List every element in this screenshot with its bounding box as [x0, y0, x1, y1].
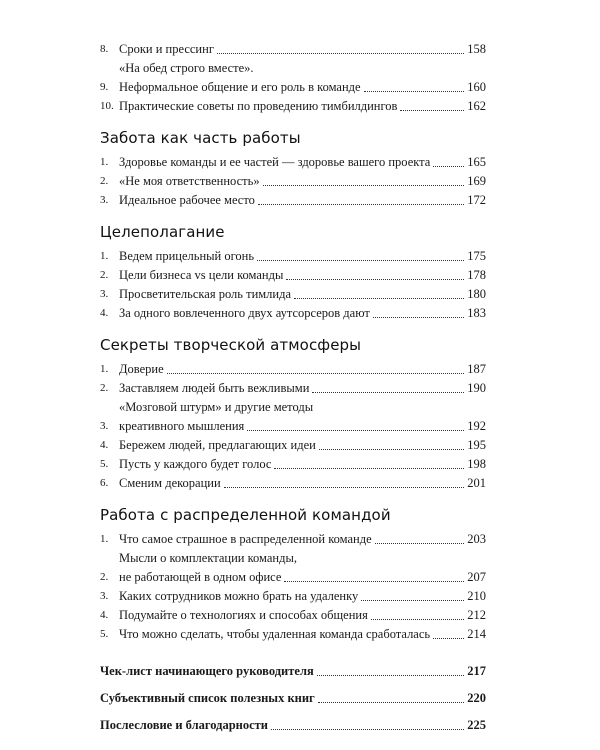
toc-entry: [100, 474, 486, 493]
page-number: 187: [467, 362, 486, 376]
entry-number: 6.: [100, 477, 109, 489]
dot-leader: [317, 675, 465, 676]
entry-number: 2.: [100, 175, 109, 187]
entry-number: 1.: [100, 156, 109, 168]
entry-title: Неформальное общение и его роль в команде: [119, 80, 361, 94]
toc-entry: [100, 716, 486, 735]
toc-entry: [100, 689, 486, 708]
dot-leader: [274, 468, 464, 469]
dot-leader: [224, 487, 465, 488]
page-number: 169: [467, 174, 486, 188]
dot-leader: [371, 619, 464, 620]
page-number: 162: [467, 99, 486, 113]
entry-number: 4.: [100, 609, 109, 621]
entry-title: Пусть у каждого будет голос: [119, 457, 272, 471]
entry-title: Заставляем людей быть вежливыми: [119, 381, 310, 395]
entry-number: 8.: [100, 43, 109, 55]
section-title: Целеполагание: [100, 223, 225, 241]
entry-title: Идеальное рабочее место: [119, 193, 255, 207]
toc-entry: [100, 59, 486, 97]
entry-title: «Мозговой штурм» и другие методы: [119, 400, 314, 414]
entry-number: 3.: [100, 288, 109, 300]
entry-number: 4.: [100, 439, 109, 451]
page-number: 160: [467, 80, 486, 94]
toc-section: [100, 506, 486, 644]
dot-leader: [433, 638, 464, 639]
page-number: 201: [467, 476, 486, 490]
toc-entry: [100, 191, 486, 210]
entry-number: 3.: [100, 590, 109, 602]
page-number: 220: [467, 691, 486, 705]
toc-entry: [100, 40, 486, 59]
page-number: 195: [467, 438, 486, 452]
page-number: 180: [467, 287, 486, 301]
entry-number: 1.: [100, 533, 109, 545]
entry-title: «На обед строго вместе».: [119, 61, 254, 75]
page-number: 210: [467, 589, 486, 603]
dot-leader: [263, 185, 465, 186]
dot-leader: [294, 298, 464, 299]
dot-leader: [318, 702, 465, 703]
dot-leader: [361, 600, 464, 601]
toc-section: [100, 40, 486, 116]
toc-section: [100, 129, 486, 210]
toc-entry: [100, 360, 486, 379]
toc-entry: [100, 379, 486, 398]
toc-entry: [100, 662, 486, 681]
entry-title: Ведем прицельный огонь: [119, 249, 255, 263]
entry-title: Доверие: [119, 362, 164, 376]
page-number: 203: [467, 532, 486, 546]
entry-number: 4.: [100, 307, 109, 319]
entry-title: Послесловие и благодарности: [100, 718, 269, 732]
toc-entry: [100, 398, 486, 436]
page-number: 178: [467, 268, 486, 282]
entry-number: 9.: [100, 81, 109, 93]
dot-leader: [319, 449, 464, 450]
toc-entry: [100, 153, 486, 172]
page-number: 158: [467, 42, 486, 56]
entry-title: Сменим декорации: [119, 476, 221, 490]
dot-leader: [373, 317, 464, 318]
page-number: 212: [467, 608, 486, 622]
entry-title: Подумайте о технологиях и способах общения: [119, 608, 368, 622]
entry-number: 5.: [100, 628, 109, 640]
toc-section: [100, 336, 486, 493]
entry-number: 2.: [100, 571, 109, 583]
toc-entry: [100, 285, 486, 304]
page-number: 225: [467, 718, 486, 732]
entry-title: креативного мышления: [119, 419, 245, 433]
dot-leader: [247, 430, 464, 431]
dot-leader: [257, 260, 464, 261]
table-of-contents: [100, 40, 486, 735]
page-number: 175: [467, 249, 486, 263]
page-number: 198: [467, 457, 486, 471]
entry-title: Бережем людей, предлагающих идеи: [119, 438, 316, 452]
entry-number: 5.: [100, 458, 109, 470]
entry-title: Субъективный список полезных книг: [100, 691, 315, 705]
dot-leader: [284, 581, 464, 582]
entry-number: 3.: [100, 194, 109, 206]
dot-leader: [375, 543, 465, 544]
toc-entry: [100, 625, 486, 644]
toc-entry: [100, 247, 486, 266]
toc-entry: [100, 97, 486, 116]
entry-title: Мысли о комплектации команды,: [119, 551, 297, 565]
entry-number: 2.: [100, 382, 109, 394]
entry-title: Практические советы по проведению тимбилдингов: [119, 99, 398, 113]
entry-title: Что можно сделать, чтобы удаленная команда сработалась: [119, 627, 431, 641]
entry-number: 2.: [100, 269, 109, 281]
toc-entry: [100, 304, 486, 323]
dot-leader: [167, 373, 465, 374]
toc-entry: [100, 455, 486, 474]
entry-number: 3.: [100, 420, 109, 432]
toc-section: [100, 223, 486, 323]
entry-title: Каких сотрудников можно брать на удаленку: [119, 589, 359, 603]
entry-title: За одного вовлеченного двух аутсорсеров дают: [119, 306, 370, 320]
page-number: 165: [467, 155, 486, 169]
dot-leader: [400, 110, 464, 111]
entry-number: 1.: [100, 250, 109, 262]
dot-leader: [258, 204, 464, 205]
dot-leader: [433, 166, 464, 167]
entry-title: не работающей в одном офисе: [119, 570, 282, 584]
entry-title: «Не моя ответственность»: [119, 174, 260, 188]
entry-title: Что самое страшное в распределенной команде: [119, 532, 372, 546]
page-number: 172: [467, 193, 486, 207]
section-title: Секреты творческой атмосферы: [100, 336, 362, 354]
dot-leader: [217, 53, 464, 54]
dot-leader: [286, 279, 464, 280]
toc-entry: [100, 172, 486, 191]
entry-title: Сроки и прессинг: [119, 42, 214, 56]
dot-leader: [312, 392, 464, 393]
page-number: 190: [467, 381, 486, 395]
toc-entry: [100, 436, 486, 455]
toc-entry: [100, 530, 486, 549]
entry-number: 10.: [100, 100, 114, 112]
page-number: 192: [467, 419, 486, 433]
page-number: 214: [467, 627, 486, 641]
dot-leader: [271, 729, 464, 730]
page-number: 183: [467, 306, 486, 320]
toc-entry: [100, 549, 486, 587]
section-title: Работа с распределенной командой: [100, 506, 391, 524]
dot-leader: [364, 91, 465, 92]
entry-title: Цели бизнеса vs цели команды: [119, 268, 284, 282]
entry-title: Просветительская роль тимлида: [119, 287, 292, 301]
page-number: 207: [467, 570, 486, 584]
toc-entry: [100, 266, 486, 285]
section-title: Забота как часть работы: [100, 129, 301, 147]
entry-title: Здоровье команды и ее частей — здоровье вашего проекта: [119, 155, 431, 169]
page-number: 217: [467, 664, 486, 678]
toc-entry: [100, 606, 486, 625]
entry-number: 1.: [100, 363, 109, 375]
entry-title: Чек-лист начинающего руководителя: [100, 664, 314, 678]
toc-entry: [100, 587, 486, 606]
